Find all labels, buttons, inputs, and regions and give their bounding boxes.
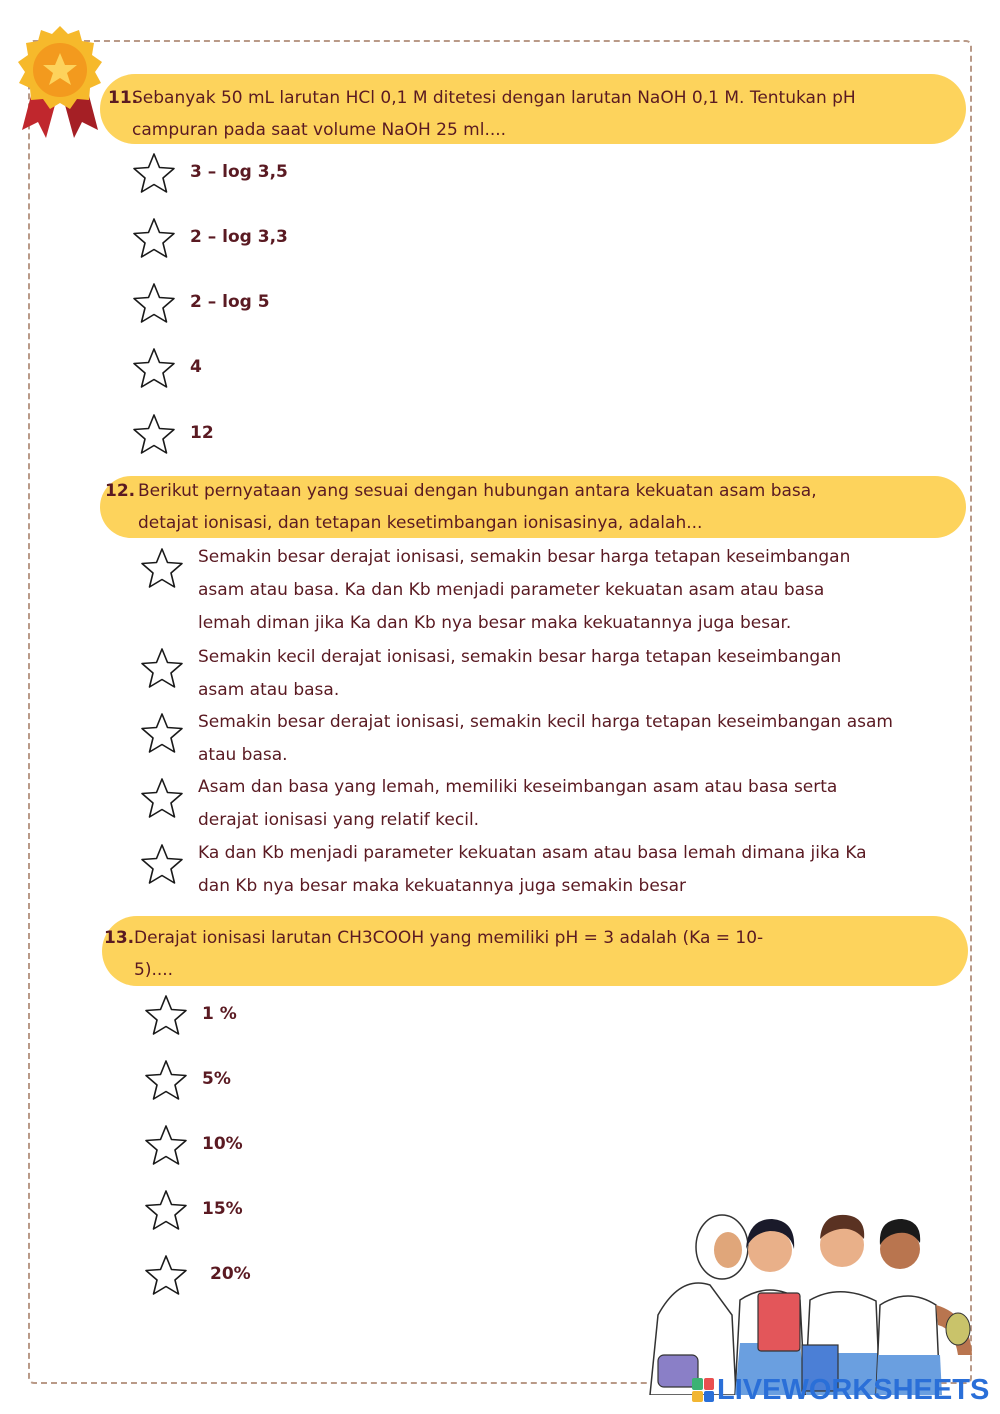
question-11-option-c[interactable]: [132, 282, 270, 324]
question-13-option-c[interactable]: [144, 1124, 243, 1166]
question-12-text: Berikut pernyataan yang sesuai dengan hubungan antara kekuatan asam basa, detajat ionisasi, dan tetapan kesetimbangan ionisasinya, adalah...: [138, 481, 817, 533]
star-radio-icon[interactable]: [144, 1059, 188, 1101]
question-13-option-a[interactable]: [144, 994, 237, 1036]
star-radio-icon[interactable]: [140, 647, 184, 689]
star-radio-icon[interactable]: [140, 547, 184, 589]
brand-text: LIVEWORKSHEETS: [717, 1373, 990, 1406]
option-label: Ka dan Kb menjadi parameter kekuatan asam atau basa lemah dimana jika Ka dan Kb nya besar maka kekuatannya juga semakin besar: [198, 843, 867, 896]
question-13-option-e[interactable]: [144, 1254, 251, 1296]
star-radio-icon[interactable]: [140, 843, 184, 885]
option-label: Semakin besar derajat ionisasi, semakin besar harga tetapan keseimbangan asam atau basa. Ka dan Kb menjadi parameter kekuatan asam atau basa lemah diman jika Ka dan Kb nya besar maka kekuatannya juga besar.: [198, 547, 851, 633]
option-label: 2 – log 3,3: [190, 227, 288, 247]
question-13-text: Derajat ionisasi larutan CH3COOH yang memiliki pH = 3 adalah (Ka = 10- 5)....: [134, 928, 764, 980]
star-radio-icon[interactable]: [144, 994, 188, 1036]
question-12-option-d[interactable]: [140, 777, 837, 837]
logo-icon: [692, 1378, 714, 1402]
medal-icon: [14, 22, 106, 142]
question-12-option-a[interactable]: [140, 547, 850, 640]
option-label: 5%: [202, 1069, 231, 1089]
option-label: 2 – log 5: [190, 292, 270, 312]
star-radio-icon[interactable]: [132, 152, 176, 194]
question-12-number: 12.: [105, 481, 136, 501]
star-radio-icon[interactable]: [144, 1254, 188, 1296]
question-11-option-a[interactable]: [132, 152, 288, 194]
star-radio-icon[interactable]: [140, 777, 184, 819]
star-radio-icon[interactable]: [140, 712, 184, 754]
question-12-option-c[interactable]: [140, 712, 893, 772]
option-label: Semakin kecil derajat ionisasi, semakin besar harga tetapan keseimbangan asam atau basa.: [198, 647, 842, 700]
star-radio-icon[interactable]: [132, 217, 176, 259]
option-label: 4: [190, 357, 202, 377]
question-11-option-e[interactable]: [132, 413, 214, 455]
question-12-option-e[interactable]: [140, 843, 867, 903]
option-label: 3 – log 3,5: [190, 162, 288, 182]
question-13-option-d[interactable]: [144, 1189, 243, 1231]
students-illustration: [640, 1205, 980, 1395]
option-label: Asam dan basa yang lemah, memiliki keseimbangan asam atau basa serta derajat ionisasi yang relatif kecil.: [198, 777, 838, 830]
question-11-option-b[interactable]: [132, 217, 288, 259]
liveworksheets-logo: [692, 1373, 989, 1407]
star-radio-icon[interactable]: [144, 1124, 188, 1166]
option-label: 12: [190, 423, 214, 443]
star-radio-icon[interactable]: [132, 347, 176, 389]
question-13-number: 13.: [104, 928, 135, 948]
option-label: 10%: [202, 1134, 243, 1154]
option-label: 1 %: [202, 1004, 237, 1024]
question-11-option-d[interactable]: [132, 347, 202, 389]
option-label: 15%: [202, 1199, 243, 1219]
question-11-text: Sebanyak 50 mL larutan HCl 0,1 M ditetesi dengan larutan NaOH 0,1 M. Tentukan pH campuran pada saat volume NaOH 25 ml....: [132, 88, 856, 140]
question-12-option-b[interactable]: [140, 647, 841, 707]
star-radio-icon[interactable]: [132, 413, 176, 455]
star-radio-icon[interactable]: [144, 1189, 188, 1231]
option-label: Semakin besar derajat ionisasi, semakin kecil harga tetapan keseimbangan asam atau basa.: [198, 712, 893, 765]
question-11-number: 11.: [108, 88, 139, 108]
star-radio-icon[interactable]: [132, 282, 176, 324]
question-13-option-b[interactable]: [144, 1059, 231, 1101]
option-label: 20%: [210, 1264, 251, 1284]
